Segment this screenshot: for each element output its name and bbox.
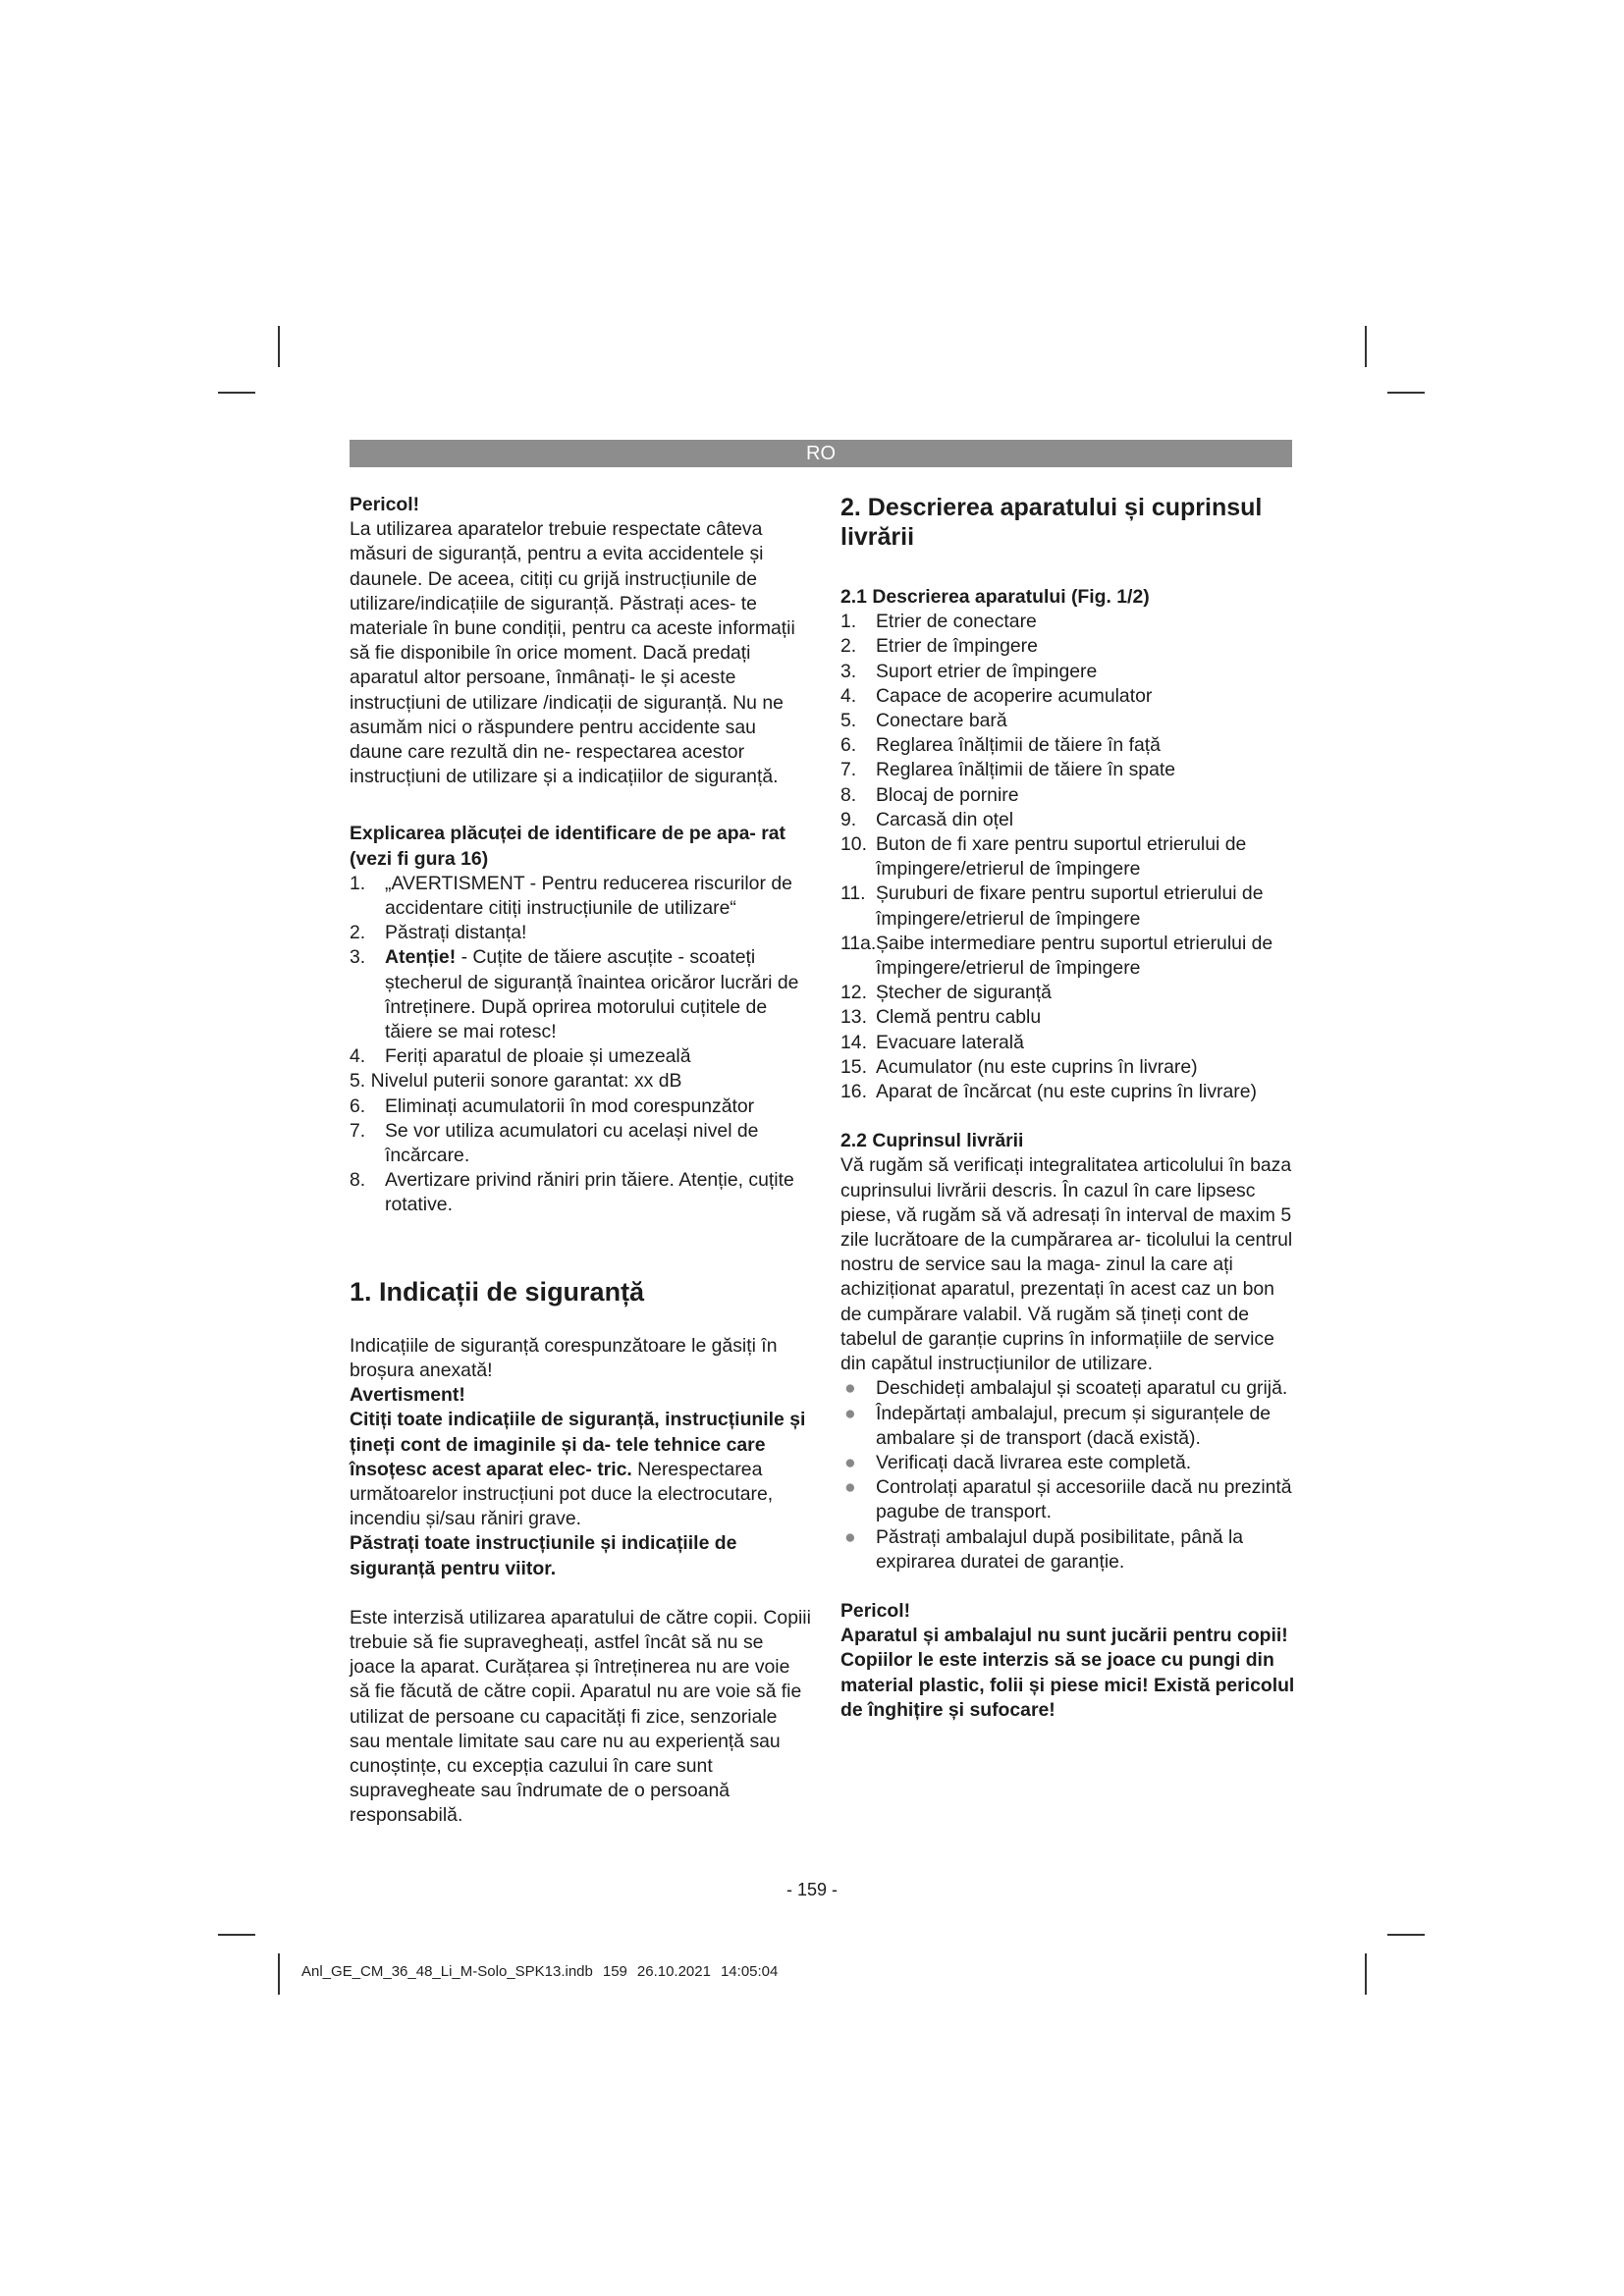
crop-mark <box>218 1934 255 1936</box>
list-item: 11. Șuruburi de fixare pentru suportul etrierului de împingere/etrierul de împingere <box>840 882 1264 930</box>
list-item: 4. Capace de acoperire acumulator <box>840 684 1153 707</box>
section1-title: 1. Indicații de siguranță <box>350 1276 645 1307</box>
list-item: 11a. Șaibe intermediare pentru suportul etrierului de împingere/etrierul de împingere <box>840 932 1273 980</box>
list-item: 6. Reglarea înălțimii de tăiere în față <box>840 734 1161 757</box>
list-item: 1. Etrier de conectare <box>840 611 1037 633</box>
crop-mark <box>1387 1934 1425 1936</box>
crop-mark <box>1387 392 1425 394</box>
list-item: 16. Aparat de încărcat (nu este cuprins în livrare) <box>840 1081 1257 1103</box>
crop-mark <box>278 326 280 367</box>
list-item: 15. Acumulator (nu este cuprins în livrare) <box>840 1055 1198 1078</box>
list-item: ● Controlați aparatul și accesoriile dacă nu prezintă pagube de transport. <box>844 1476 1292 1523</box>
list-item: 12. Ștecher de siguranță <box>840 982 1052 1004</box>
section2-title: 2. Descrierea aparatului și cuprinsul livrării <box>840 494 1263 551</box>
list-item: 3. Atenție! - Cuțite de tăiere ascuțite - scoateți ștecherul de siguranță înaintea oricăror lucrări de întreținere. După oprirea motorului cuțitele de tăiere se mai rotesc! <box>350 946 799 1043</box>
danger-text: La utilizarea aparatelor trebuie respectate câteva măsuri de siguranță, pentru a evita accidentele și daunele. De aceea, citiți cu grijă instrucțiunile de utilizare/indicațiile de siguranță. Păstrați aces- te materiale în bune condiții, pentru ca aceste informații să fie disponibile în orice moment. Dacă predați aparatul altor persoane, înmânați- le și aceste instrucțiuni de utilizare /indicații de siguranță. Nu ne asumăm nici o răspundere pentru accidente sau daune care rezultă din ne- respectarea acestor instrucțiuni de utilizare și a indicațiilor de siguranță. <box>350 518 795 788</box>
plate-title: Explicarea plăcuței de identificare de pe apa- rat (vezi fi gura 16) <box>350 823 785 870</box>
danger2-title: Pericol! <box>840 1599 911 1622</box>
list-item: 5. Nivelul puterii sonore garantat: xx dB <box>350 1070 682 1093</box>
bullet-list <box>840 1376 1296 1575</box>
sub22-text: Vă rugăm să verificați integralitatea articolului în baza cuprinsului livrării descris. În cazul în care lipsesc piese, vă rugăm să vă adresați în interval de maxim 5 zile lucrătoare de la cumpărarea ar- ticolului la centrul nostru de service sau la maga- zinul la care ați achiziționat aparatul, prezentați în acest caz un bon de cumpărare valabil. Vă rugăm să țineți cont de tabelul de garanție cuprins în informațiile de service din capătul instrucțiunilor de utilizare. <box>840 1154 1293 1375</box>
list-item: 9. Carcasă din oțel <box>840 808 1014 830</box>
bullet-icon: ● <box>844 1476 856 1499</box>
list-item: ● Deschideți ambalajul și scoateți aparatul cu grijă. <box>840 1376 1296 1401</box>
sub22-title: 2.2 Cuprinsul livrării <box>840 1130 1024 1152</box>
list-item: 5. Conectare bară <box>840 710 1007 732</box>
plate-list <box>350 872 811 1218</box>
list-item: 6. Eliminați acumulatorii în mod corespunzător <box>350 1095 755 1117</box>
footer-file: Anl_GE_CM_36_48_Li_M-Solo_SPK13.indb <box>301 1963 593 1980</box>
list-item: 7. Reglarea înălțimii de tăiere în spate <box>840 759 1176 781</box>
list-item: 4. Feriți aparatul de ploaie și umezeală <box>350 1045 691 1068</box>
list-item: 2. Păstrați distanța! <box>350 922 527 944</box>
list-item: 8. Avertizare privind răniri prin tăiere. Atenție, cuțite rotative. <box>350 1169 794 1216</box>
crop-mark <box>278 1953 280 1995</box>
bullet-icon: ● <box>844 1525 856 1548</box>
print-footer <box>301 1963 787 1980</box>
left-column <box>350 493 811 1829</box>
page-number: - 159 - <box>785 1880 839 1899</box>
danger-title: Pericol! <box>350 494 420 515</box>
parts-list <box>840 610 1296 1104</box>
list-item: 1. „AVERTISMENT - Pentru reducerea riscurilor de accidentare citiți instrucțiunile de utilizare“ <box>350 872 792 920</box>
list-item: ● Verificați dacă livrarea este completă. <box>840 1451 1296 1475</box>
list-item: 8. Blocaj de pornire <box>840 783 1019 806</box>
footer-page: 159 <box>602 1963 627 1980</box>
sub21-title: 2.1 Descrierea aparatului (Fig. 1/2) <box>840 586 1150 608</box>
section1-intro: Indicațiile de siguranță corespunzătoare le găsiți în broșura anexată! <box>350 1334 778 1381</box>
right-column <box>840 493 1296 1723</box>
language-header: RO <box>350 440 1292 467</box>
crop-mark <box>218 392 255 394</box>
danger2-text: Aparatul și ambalajul nu sunt jucării pentru copii! Copiilor le este interzis să se joace cu pungi din material plastic, folii și piese mici! Există pericolul de înghițire și sufocare! <box>840 1625 1295 1721</box>
crop-mark <box>1365 1953 1367 1995</box>
footer-time: 14:05:04 <box>720 1963 779 1980</box>
list-item: ● Păstrați ambalajul după posibilitate, până la expirarea duratei de garanție. <box>844 1525 1244 1573</box>
children-text: Este interzisă utilizarea aparatului de către copii. Copiii trebuie să fie supravegheați, astfel încât să nu se joace la aparat. Curățarea și întreținerea nu are voie să fie făcută de către copii. Aparatul nu are voie să fie utilizat de persoane cu capacități fi zice, senzoriale sau mentale limitate sau care nu au experiență sau cunoștințe, cu excepția cazului în care sunt supravegheate sau îndrumate de o persoană responsabilă. <box>350 1606 811 1827</box>
list-item: 3. Suport etrier de împingere <box>840 660 1098 682</box>
list-item: ● Îndepărtați ambalajul, precum și siguranțele de ambalare și de transport (dacă există). <box>844 1402 1272 1449</box>
list-item: 13. Clemă pentru cablu <box>840 1006 1042 1029</box>
list-item: 10. Buton de fi xare pentru suportul etrierului de împingere/etrierul de împingere <box>840 833 1247 881</box>
bullet-icon: ● <box>844 1377 856 1400</box>
list-item: 7. Se vor utiliza acumulatori cu același nivel de încărcare. <box>350 1119 759 1167</box>
warning-title: Avertisment! <box>350 1384 465 1407</box>
bullet-icon: ● <box>844 1402 856 1424</box>
list-item: 14. Evacuare laterală <box>840 1031 1024 1053</box>
warning-keep: Păstrați toate instrucțiunile și indicațiile de siguranță pentru viitor. <box>350 1532 737 1579</box>
warning-text: Citiți toate indicațiile de siguranță, instrucțiunile și țineți cont de imaginile și da- tele tehnice care însoțesc acest aparat elec- tric. Nerespectarea următoarelor instrucțiuni pot duce la electrocutare, incendiu și/sau răniri grave. <box>350 1409 806 1530</box>
list-item: 2. Etrier de împingere <box>840 635 1038 658</box>
crop-mark <box>1365 326 1367 367</box>
bullet-icon: ● <box>844 1451 856 1473</box>
footer-date: 26.10.2021 <box>636 1963 711 1980</box>
